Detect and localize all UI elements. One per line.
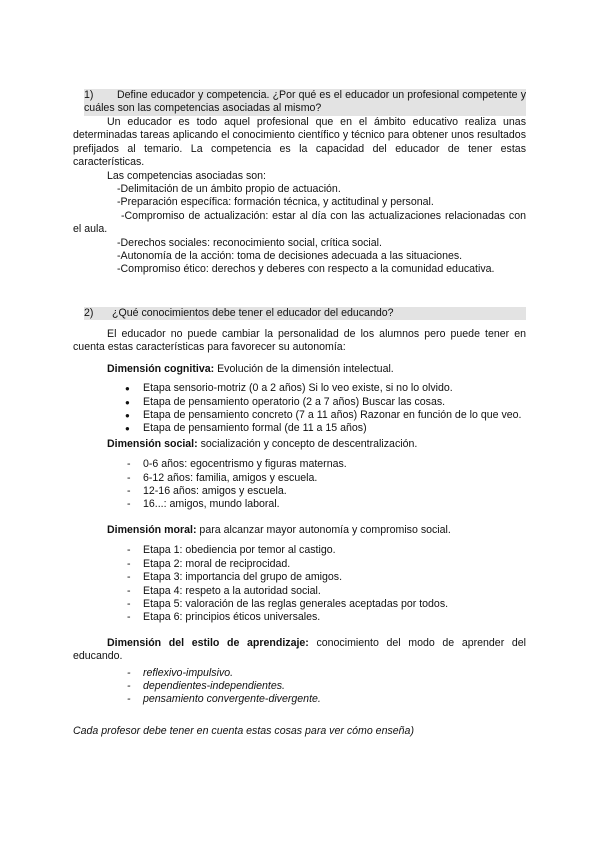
question-1-text: Define educador y competencia. ¿Por qué es el educador un profesional competente y cuáles son las competencias asociadas al mismo?	[84, 89, 526, 115]
competency-item: -Autonomía de la acción: toma de decisiones adecuada a las situaciones.	[117, 250, 463, 263]
social-heading	[73, 438, 526, 451]
moral-heading	[73, 524, 526, 537]
moral-title: Dimensión moral:	[107, 523, 197, 536]
question-2-heading	[84, 307, 526, 320]
competency-item: -Compromiso ético: derechos y deberes con respecto a la comunidad educativa.	[117, 263, 495, 276]
list-item: - reflexivo-impulsivo.	[73, 667, 526, 680]
list-item: - Etapa 2: moral de reciprocidad.	[73, 558, 526, 571]
question-2-text: ¿Qué conocimientos debe tener el educador del educando?	[112, 307, 394, 319]
list-item: - 12-16 años: amigos y escuela.	[73, 485, 526, 498]
social-list	[73, 458, 526, 512]
question-2-number: 2)	[84, 307, 94, 319]
cognitive-title: Dimensión cognitiva:	[107, 362, 215, 375]
answer-paragraph: Un educador es todo aquel profesional que en el ámbito educativo realiza unas determinadas tareas aplicando el conocimiento científico y técnico para obtener unos resultados prefijados al temario. La competencia es la capacidad del educador de tener estas características.	[73, 116, 526, 169]
list-item: - 0-6 años: egocentrismo y figuras maternas.	[73, 458, 526, 471]
list-item: - Etapa 4: respeto a la autoridad social.	[73, 585, 526, 598]
moral-list	[73, 544, 526, 624]
question-1-number: 1)	[84, 89, 94, 101]
competency-item: -Delimitación de un ámbito propio de actuación.	[117, 183, 341, 196]
competencies-intro: Las competencias asociadas son:	[107, 169, 266, 182]
cognitive-heading	[73, 363, 526, 376]
list-item: - Etapa 5: valoración de las reglas generales aceptadas por todos.	[73, 598, 526, 611]
question-2-answer	[73, 328, 526, 707]
list-item: ● Etapa de pensamiento formal (de 11 a 15 años)	[73, 422, 526, 435]
competency-item: -Preparación específica: formación técnica, y actitudinal y personal.	[117, 196, 434, 209]
social-title: Dimensión social:	[107, 437, 198, 450]
list-item: - Etapa 1: obediencia por temor al castigo.	[73, 544, 526, 557]
learning-list	[73, 667, 526, 707]
learning-heading	[73, 637, 526, 664]
question-1-answer	[73, 116, 526, 277]
list-item: - 16...: amigos, mundo laboral.	[73, 498, 526, 511]
list-item: ● Etapa de pensamiento operatorio (2 a 7 años) Buscar las cosas.	[73, 396, 526, 409]
list-item: - pensamiento convergente-divergente.	[73, 693, 526, 706]
question-1-heading	[84, 89, 526, 116]
cognitive-desc: Evolución de la dimensión intelectual.	[214, 362, 394, 375]
list-item: - 6-12 años: familia, amigos y escuela.	[73, 472, 526, 485]
closing-note: Cada profesor debe tener en cuenta estas cosas para ver cómo enseña)	[73, 725, 414, 737]
intro-paragraph: El educador no puede cambiar la personalidad de los alumnos pero puede tener en cuenta estas características para favorecer su autonomía:	[73, 328, 526, 354]
list-item: - Etapa 3: importancia del grupo de amigos.	[73, 571, 526, 584]
learning-title: Dimensión del estilo de aprendizaje:	[107, 636, 309, 649]
list-item: ● Etapa sensorio-motriz (0 a 2 años) Si lo veo existe, si no lo olvido.	[73, 382, 526, 395]
list-item: - dependientes-independientes.	[73, 680, 526, 693]
competency-item: -Derechos sociales: reconocimiento social, crítica social.	[117, 236, 382, 249]
list-item: - Etapa 6: principios éticos universales.	[73, 611, 526, 624]
moral-desc: para alcanzar mayor autonomía y compromiso social.	[196, 523, 451, 536]
learning-desc: conocimiento del modo de aprender del educando.	[73, 636, 526, 663]
social-desc: socialización y concepto de descentralización.	[197, 437, 418, 450]
cognitive-list	[73, 382, 526, 436]
list-item: ● Etapa de pensamiento concreto (7 a 11 años) Razonar en función de lo que veo.	[73, 409, 526, 422]
competency-item: -Compromiso de actualización: estar al día con las actualizaciones relacionadas con el aula.	[73, 209, 526, 236]
